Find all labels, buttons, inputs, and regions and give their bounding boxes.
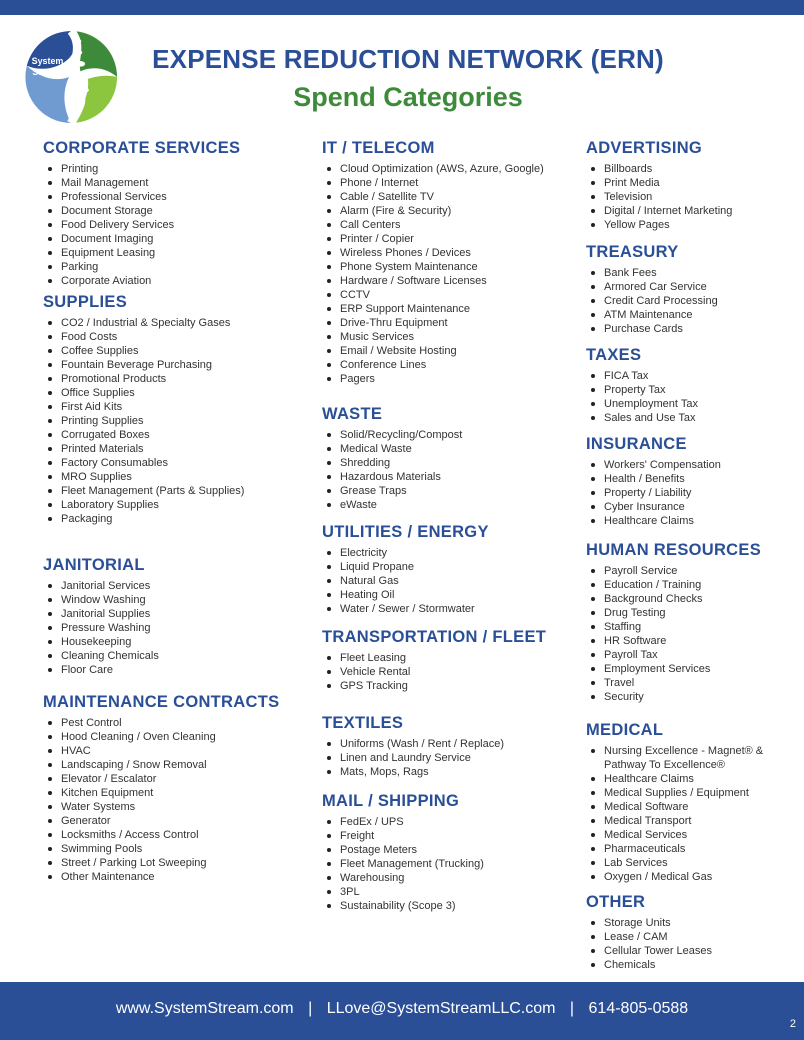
list-item: Cyber Insurance bbox=[586, 500, 791, 514]
section-insurance bbox=[586, 434, 791, 540]
svg-text:Stream: Stream bbox=[32, 67, 63, 78]
category-list bbox=[586, 369, 791, 425]
list-item: HVAC bbox=[43, 744, 298, 758]
list-item: Digital / Internet Marketing bbox=[586, 204, 791, 218]
list-item: Water / Sewer / Stormwater bbox=[322, 602, 572, 616]
section-heading: OTHER bbox=[586, 893, 646, 911]
section-janitorial bbox=[43, 555, 298, 692]
section-maintenance-contracts bbox=[43, 692, 298, 884]
list-item: Phone / Internet bbox=[322, 176, 572, 190]
section-heading: HUMAN RESOURCES bbox=[586, 541, 762, 559]
list-item: Background Checks bbox=[586, 592, 791, 606]
list-item: Food Costs bbox=[43, 330, 298, 344]
section-taxes bbox=[586, 345, 791, 434]
list-item: Freight bbox=[322, 829, 572, 843]
list-item: Food Delivery Services bbox=[43, 218, 298, 232]
list-item: FedEx / UPS bbox=[322, 815, 572, 829]
svg-text:System: System bbox=[31, 55, 64, 66]
section-medical bbox=[586, 720, 791, 892]
section-heading: MAINTENANCE CONTRACTS bbox=[43, 693, 280, 711]
list-item: Promotional Products bbox=[43, 372, 298, 386]
column-left bbox=[43, 138, 298, 884]
list-item: Natural Gas bbox=[322, 574, 572, 588]
list-item: Drive-Thru Equipment bbox=[322, 316, 572, 330]
column-right bbox=[586, 138, 791, 972]
list-item: Wireless Phones / Devices bbox=[322, 246, 572, 260]
list-item: Chemicals bbox=[586, 958, 791, 972]
list-item: Heating Oil bbox=[322, 588, 572, 602]
list-item: Lease / CAM bbox=[586, 930, 791, 944]
section-transportation-fleet bbox=[322, 627, 572, 713]
list-item: Education / Training bbox=[586, 578, 791, 592]
section-utilities-energy bbox=[322, 522, 572, 627]
category-list bbox=[586, 266, 791, 336]
list-item: Hardware / Software Licenses bbox=[322, 274, 572, 288]
section-corporate-services bbox=[43, 138, 298, 292]
list-item: Office Supplies bbox=[43, 386, 298, 400]
list-item: Hood Cleaning / Oven Cleaning bbox=[43, 730, 298, 744]
list-item: Conference Lines bbox=[322, 358, 572, 372]
list-item: Coffee Supplies bbox=[43, 344, 298, 358]
list-item: Pharmaceuticals bbox=[586, 842, 791, 856]
list-item: ERP Support Maintenance bbox=[322, 302, 572, 316]
list-item: Professional Services bbox=[43, 190, 298, 204]
footer-phone[interactable]: 614-805-0588 bbox=[588, 1000, 689, 1017]
list-item: Other Maintenance bbox=[43, 870, 298, 884]
list-item: Unemployment Tax bbox=[586, 397, 791, 411]
list-item: Window Washing bbox=[43, 593, 298, 607]
list-item: Packaging bbox=[43, 512, 298, 526]
list-item: Payroll Service bbox=[586, 564, 791, 578]
category-list bbox=[322, 428, 572, 512]
list-item: Hazardous Materials bbox=[322, 470, 572, 484]
list-item: Floor Care bbox=[43, 663, 298, 677]
section-advertising bbox=[586, 138, 791, 242]
page-number: 2 bbox=[789, 1018, 796, 1030]
section-heading: MEDICAL bbox=[586, 721, 664, 739]
section-heading: INSURANCE bbox=[586, 435, 687, 453]
list-item: Fleet Management (Trucking) bbox=[322, 857, 572, 871]
list-item: HR Software bbox=[586, 634, 791, 648]
list-item: Nursing Excellence - Magnet® & Pathway To Excellence® bbox=[586, 744, 791, 772]
list-item: Medical Services bbox=[586, 828, 791, 842]
list-item: Health / Benefits bbox=[586, 472, 791, 486]
list-item: Bank Fees bbox=[586, 266, 791, 280]
list-item: Workers' Compensation bbox=[586, 458, 791, 472]
category-list bbox=[586, 458, 791, 528]
footer-email-link[interactable]: LLove@SystemStreamLLC.com bbox=[326, 1000, 556, 1017]
list-item: Drug Testing bbox=[586, 606, 791, 620]
list-item: Printed Materials bbox=[43, 442, 298, 456]
category-list bbox=[586, 564, 791, 704]
section-heading: UTILITIES / ENERGY bbox=[322, 523, 489, 541]
list-item: Uniforms (Wash / Rent / Replace) bbox=[322, 737, 572, 751]
list-item: Oxygen / Medical Gas bbox=[586, 870, 791, 884]
list-item: Swimming Pools bbox=[43, 842, 298, 856]
category-list bbox=[322, 815, 572, 913]
section-heading: TEXTILES bbox=[322, 714, 404, 732]
list-item: First Aid Kits bbox=[43, 400, 298, 414]
list-item: Pagers bbox=[322, 372, 572, 386]
category-list bbox=[43, 579, 298, 677]
list-item: CO2 / Industrial & Specialty Gases bbox=[43, 316, 298, 330]
list-item: Phone System Maintenance bbox=[322, 260, 572, 274]
list-item: Grease Traps bbox=[322, 484, 572, 498]
category-list bbox=[43, 162, 298, 288]
list-item: Document Storage bbox=[43, 204, 298, 218]
list-item: Armored Car Service bbox=[586, 280, 791, 294]
top-bar bbox=[0, 0, 804, 15]
page-title: EXPENSE REDUCTION NETWORK (ERN) bbox=[152, 44, 664, 74]
list-item: Corporate Aviation bbox=[43, 274, 298, 288]
list-item: Purchase Cards bbox=[586, 322, 791, 336]
list-item: Shredding bbox=[322, 456, 572, 470]
section-heading: ADVERTISING bbox=[586, 139, 703, 157]
list-item: Kitchen Equipment bbox=[43, 786, 298, 800]
page-subtitle: Spend Categories bbox=[293, 82, 523, 112]
category-list bbox=[322, 546, 572, 616]
section-heading: WASTE bbox=[322, 405, 383, 423]
list-item: Generator bbox=[43, 814, 298, 828]
list-item: Television bbox=[586, 190, 791, 204]
section-waste bbox=[322, 404, 572, 522]
list-item: Medical Supplies / Equipment bbox=[586, 786, 791, 800]
list-item: Janitorial Supplies bbox=[43, 607, 298, 621]
list-item: Employment Services bbox=[586, 662, 791, 676]
list-item: Printing bbox=[43, 162, 298, 176]
list-item: Factory Consumables bbox=[43, 456, 298, 470]
list-item: Pressure Washing bbox=[43, 621, 298, 635]
category-list bbox=[43, 316, 298, 526]
section-human-resources bbox=[586, 540, 791, 720]
list-item: Cellular Tower Leases bbox=[586, 944, 791, 958]
category-list bbox=[322, 162, 572, 386]
category-list bbox=[322, 651, 572, 693]
list-item: Staffing bbox=[586, 620, 791, 634]
list-item: eWaste bbox=[322, 498, 572, 512]
footer-website-link[interactable]: www.SystemStream.com bbox=[115, 1000, 294, 1017]
list-item: 3PL bbox=[322, 885, 572, 899]
footer-separator: | bbox=[569, 1000, 575, 1017]
category-list bbox=[586, 744, 791, 884]
list-item: Cleaning Chemicals bbox=[43, 649, 298, 663]
section-it-telecom bbox=[322, 138, 572, 404]
list-item: Fountain Beverage Purchasing bbox=[43, 358, 298, 372]
list-item: Cable / Satellite TV bbox=[322, 190, 572, 204]
list-item: Laboratory Supplies bbox=[43, 498, 298, 512]
section-heading: IT / TELECOM bbox=[322, 139, 435, 157]
category-list bbox=[586, 916, 791, 972]
list-item: Liquid Propane bbox=[322, 560, 572, 574]
list-item: Print Media bbox=[586, 176, 791, 190]
column-middle bbox=[322, 138, 572, 913]
category-list bbox=[586, 162, 791, 232]
list-item: Electricity bbox=[322, 546, 572, 560]
list-item: Yellow Pages bbox=[586, 218, 791, 232]
list-item: Landscaping / Snow Removal bbox=[43, 758, 298, 772]
list-item: Property / Liability bbox=[586, 486, 791, 500]
section-heading: JANITORIAL bbox=[43, 556, 145, 574]
list-item: Pest Control bbox=[43, 716, 298, 730]
list-item: Sustainability (Scope 3) bbox=[322, 899, 572, 913]
list-item: Medical Software bbox=[586, 800, 791, 814]
list-item: Travel bbox=[586, 676, 791, 690]
list-item: Fleet Leasing bbox=[322, 651, 572, 665]
footer-separator: | bbox=[308, 1000, 313, 1017]
list-item: Document Imaging bbox=[43, 232, 298, 246]
list-item: Healthcare Claims bbox=[586, 514, 791, 528]
list-item: Corrugated Boxes bbox=[43, 428, 298, 442]
list-item: Mats, Mops, Rags bbox=[322, 765, 572, 779]
section-heading: SUPPLIES bbox=[43, 293, 128, 311]
list-item: GPS Tracking bbox=[322, 679, 572, 693]
list-item: Billboards bbox=[586, 162, 791, 176]
list-item: CCTV bbox=[322, 288, 572, 302]
list-item: Solid/Recycling/Compost bbox=[322, 428, 572, 442]
list-item: Lab Services bbox=[586, 856, 791, 870]
list-item: Property Tax bbox=[586, 383, 791, 397]
list-item: Warehousing bbox=[322, 871, 572, 885]
list-item: Housekeeping bbox=[43, 635, 298, 649]
list-item: Cloud Optimization (AWS, Azure, Google) bbox=[322, 162, 572, 176]
list-item: Parking bbox=[43, 260, 298, 274]
list-item: Street / Parking Lot Sweeping bbox=[43, 856, 298, 870]
section-heading: TAXES bbox=[586, 346, 642, 364]
list-item: Vehicle Rental bbox=[322, 665, 572, 679]
section-treasury bbox=[586, 242, 791, 345]
list-item: Medical Transport bbox=[586, 814, 791, 828]
list-item: Elevator / Escalator bbox=[43, 772, 298, 786]
list-item: Storage Units bbox=[586, 916, 791, 930]
list-item: FICA Tax bbox=[586, 369, 791, 383]
section-mail-shipping bbox=[322, 791, 572, 913]
list-item: Healthcare Claims bbox=[586, 772, 791, 786]
list-item: MRO Supplies bbox=[43, 470, 298, 484]
section-heading: MAIL / SHIPPING bbox=[322, 792, 460, 810]
footer-contact bbox=[0, 1000, 804, 1018]
section-heading: CORPORATE SERVICES bbox=[43, 139, 241, 157]
list-item: Printing Supplies bbox=[43, 414, 298, 428]
category-list bbox=[43, 716, 298, 884]
system-stream-logo bbox=[24, 30, 118, 124]
list-item: Equipment Leasing bbox=[43, 246, 298, 260]
list-item: Credit Card Processing bbox=[586, 294, 791, 308]
list-item: Payroll Tax bbox=[586, 648, 791, 662]
list-item: Music Services bbox=[322, 330, 572, 344]
list-item: Janitorial Services bbox=[43, 579, 298, 593]
section-heading: TRANSPORTATION / FLEET bbox=[322, 628, 547, 646]
section-textiles bbox=[322, 713, 572, 791]
list-item: Security bbox=[586, 690, 791, 704]
section-supplies bbox=[43, 292, 298, 555]
list-item: Water Systems bbox=[43, 800, 298, 814]
list-item: Call Centers bbox=[322, 218, 572, 232]
list-item: Postage Meters bbox=[322, 843, 572, 857]
list-item: Email / Website Hosting bbox=[322, 344, 572, 358]
list-item: Locksmiths / Access Control bbox=[43, 828, 298, 842]
list-item: Medical Waste bbox=[322, 442, 572, 456]
list-item: Alarm (Fire & Security) bbox=[322, 204, 572, 218]
list-item: Printer / Copier bbox=[322, 232, 572, 246]
list-item: Linen and Laundry Service bbox=[322, 751, 572, 765]
logo-icon bbox=[24, 30, 118, 124]
list-item: Fleet Management (Parts & Supplies) bbox=[43, 484, 298, 498]
list-item: Sales and Use Tax bbox=[586, 411, 791, 425]
list-item: ATM Maintenance bbox=[586, 308, 791, 322]
category-list bbox=[322, 737, 572, 779]
footer-bar bbox=[0, 982, 804, 1040]
list-item: Mail Management bbox=[43, 176, 298, 190]
section-heading: TREASURY bbox=[586, 243, 679, 261]
section-other bbox=[586, 892, 791, 972]
